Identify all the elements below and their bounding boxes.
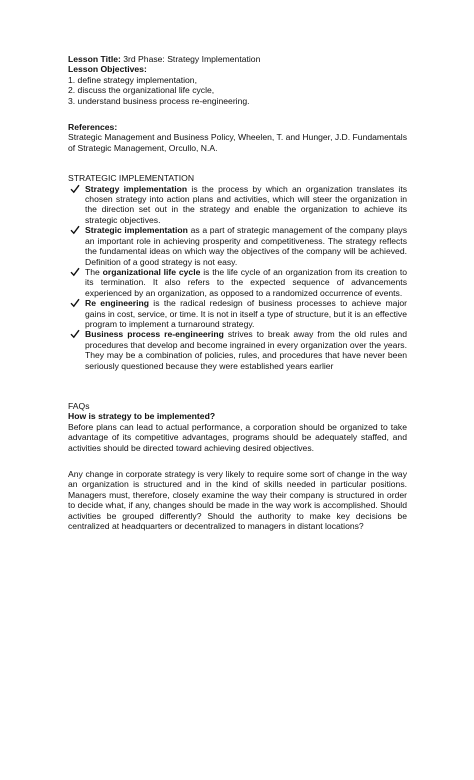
bullet-item: [68, 225, 407, 267]
bullet-item: [68, 329, 407, 371]
bullet-term: Business process re-engineering: [85, 329, 224, 340]
references-label: References:: [68, 122, 118, 133]
bullet-text: is the process by which an organization translates its chosen strategy into action plans and activities, which will steer the organization in the direction set out in the strategy and enable the organization to achieve its strategic objectives.: [85, 183, 407, 225]
lesson-objectives-heading: [68, 64, 407, 74]
objective-item: 2. discuss the organizational life cycle,: [68, 85, 215, 96]
objective-item: 1. define strategy implementation,: [68, 74, 197, 85]
checkmark-icon: [70, 267, 80, 277]
checkmark-icon: [70, 298, 80, 308]
references-text: Strategic Management and Business Policy, Wheelen, T. and Hunger, J.D. Fundamentals of Strategic Management, Orcullo, N.A.: [68, 132, 407, 153]
checkmark-icon: [70, 225, 80, 235]
strategy-bullet-list: [68, 184, 407, 371]
lesson-title-label: Lesson Title:: [68, 54, 121, 64]
objective-item: 3. understand business process re-engineering.: [68, 95, 250, 106]
references-heading: [68, 122, 407, 132]
lesson-title: [68, 54, 407, 64]
bullet-text: strives to break away from the old rules and procedures that develop and become ingrained in every organization over the years. They may be a combination of policies, rules, and procedures that have never been seriously questioned because they were established years earlier: [85, 329, 407, 371]
bullet-item: [68, 267, 407, 298]
faq-paragraph: Before plans can lead to actual performance, a corporation should be organized to take advantage of its competitive advantages, programs should be adequately staffed, and activities should be directed toward achieving desired objectives.: [68, 421, 407, 453]
bullet-item: [68, 184, 407, 226]
checkmark-icon: [70, 184, 80, 194]
bullet-term: Re engineering: [85, 298, 149, 309]
bullet-term: Strategy implementation: [85, 183, 188, 194]
section-heading: STRATEGIC IMPLEMENTATION: [68, 173, 195, 184]
bullet-term: Strategic implementation: [85, 225, 188, 236]
faq-question: [68, 411, 407, 421]
bullet-text: is the radical redesign of business processes to achieve major gains in cost, service, or time. It is not in itself a type of structure, but it is an effective program to implement a turnaround strategy.: [85, 298, 407, 329]
bullet-term: organizational life cycle: [102, 266, 201, 277]
lesson-objectives-label: Lesson Objectives:: [68, 64, 147, 75]
bullet-item: [68, 298, 407, 329]
document-page: [68, 54, 407, 531]
bullet-pre: The: [85, 266, 103, 277]
lesson-title-value: 3rd Phase: Strategy Implementation: [120, 54, 261, 64]
bullet-text: as a part of strategic management of the company plays an important role in achieving prosperity and competitiveness. The strategy reflects the fundamental ideas on which way the objectives of the company will be achieved. Definition of a good strategy is not easy.: [85, 225, 407, 267]
bullet-text: is the life cycle of an organization from its creation to its termination. It also refers to the expected sequence of advancements experienced by an organization, as opposed to a randomized occurrence of events.: [85, 266, 407, 298]
faq-question-text: How is strategy to be implemented?: [68, 411, 216, 422]
faq-paragraph: Any change in corporate strategy is very likely to require some sort of change in the way an organization is structured and in the kind of skills needed in particular positions. Managers must, therefore, closely examine the way their company is structured in order to decide what, if any, changes should be made in the way work is accomplished. Should activities be grouped differently? Should the authority to make key decisions be centralized at headquarters or decentralized to managers in distant locations?: [68, 469, 407, 532]
faqs-heading: FAQs: [68, 400, 90, 411]
checkmark-icon: [70, 329, 80, 339]
